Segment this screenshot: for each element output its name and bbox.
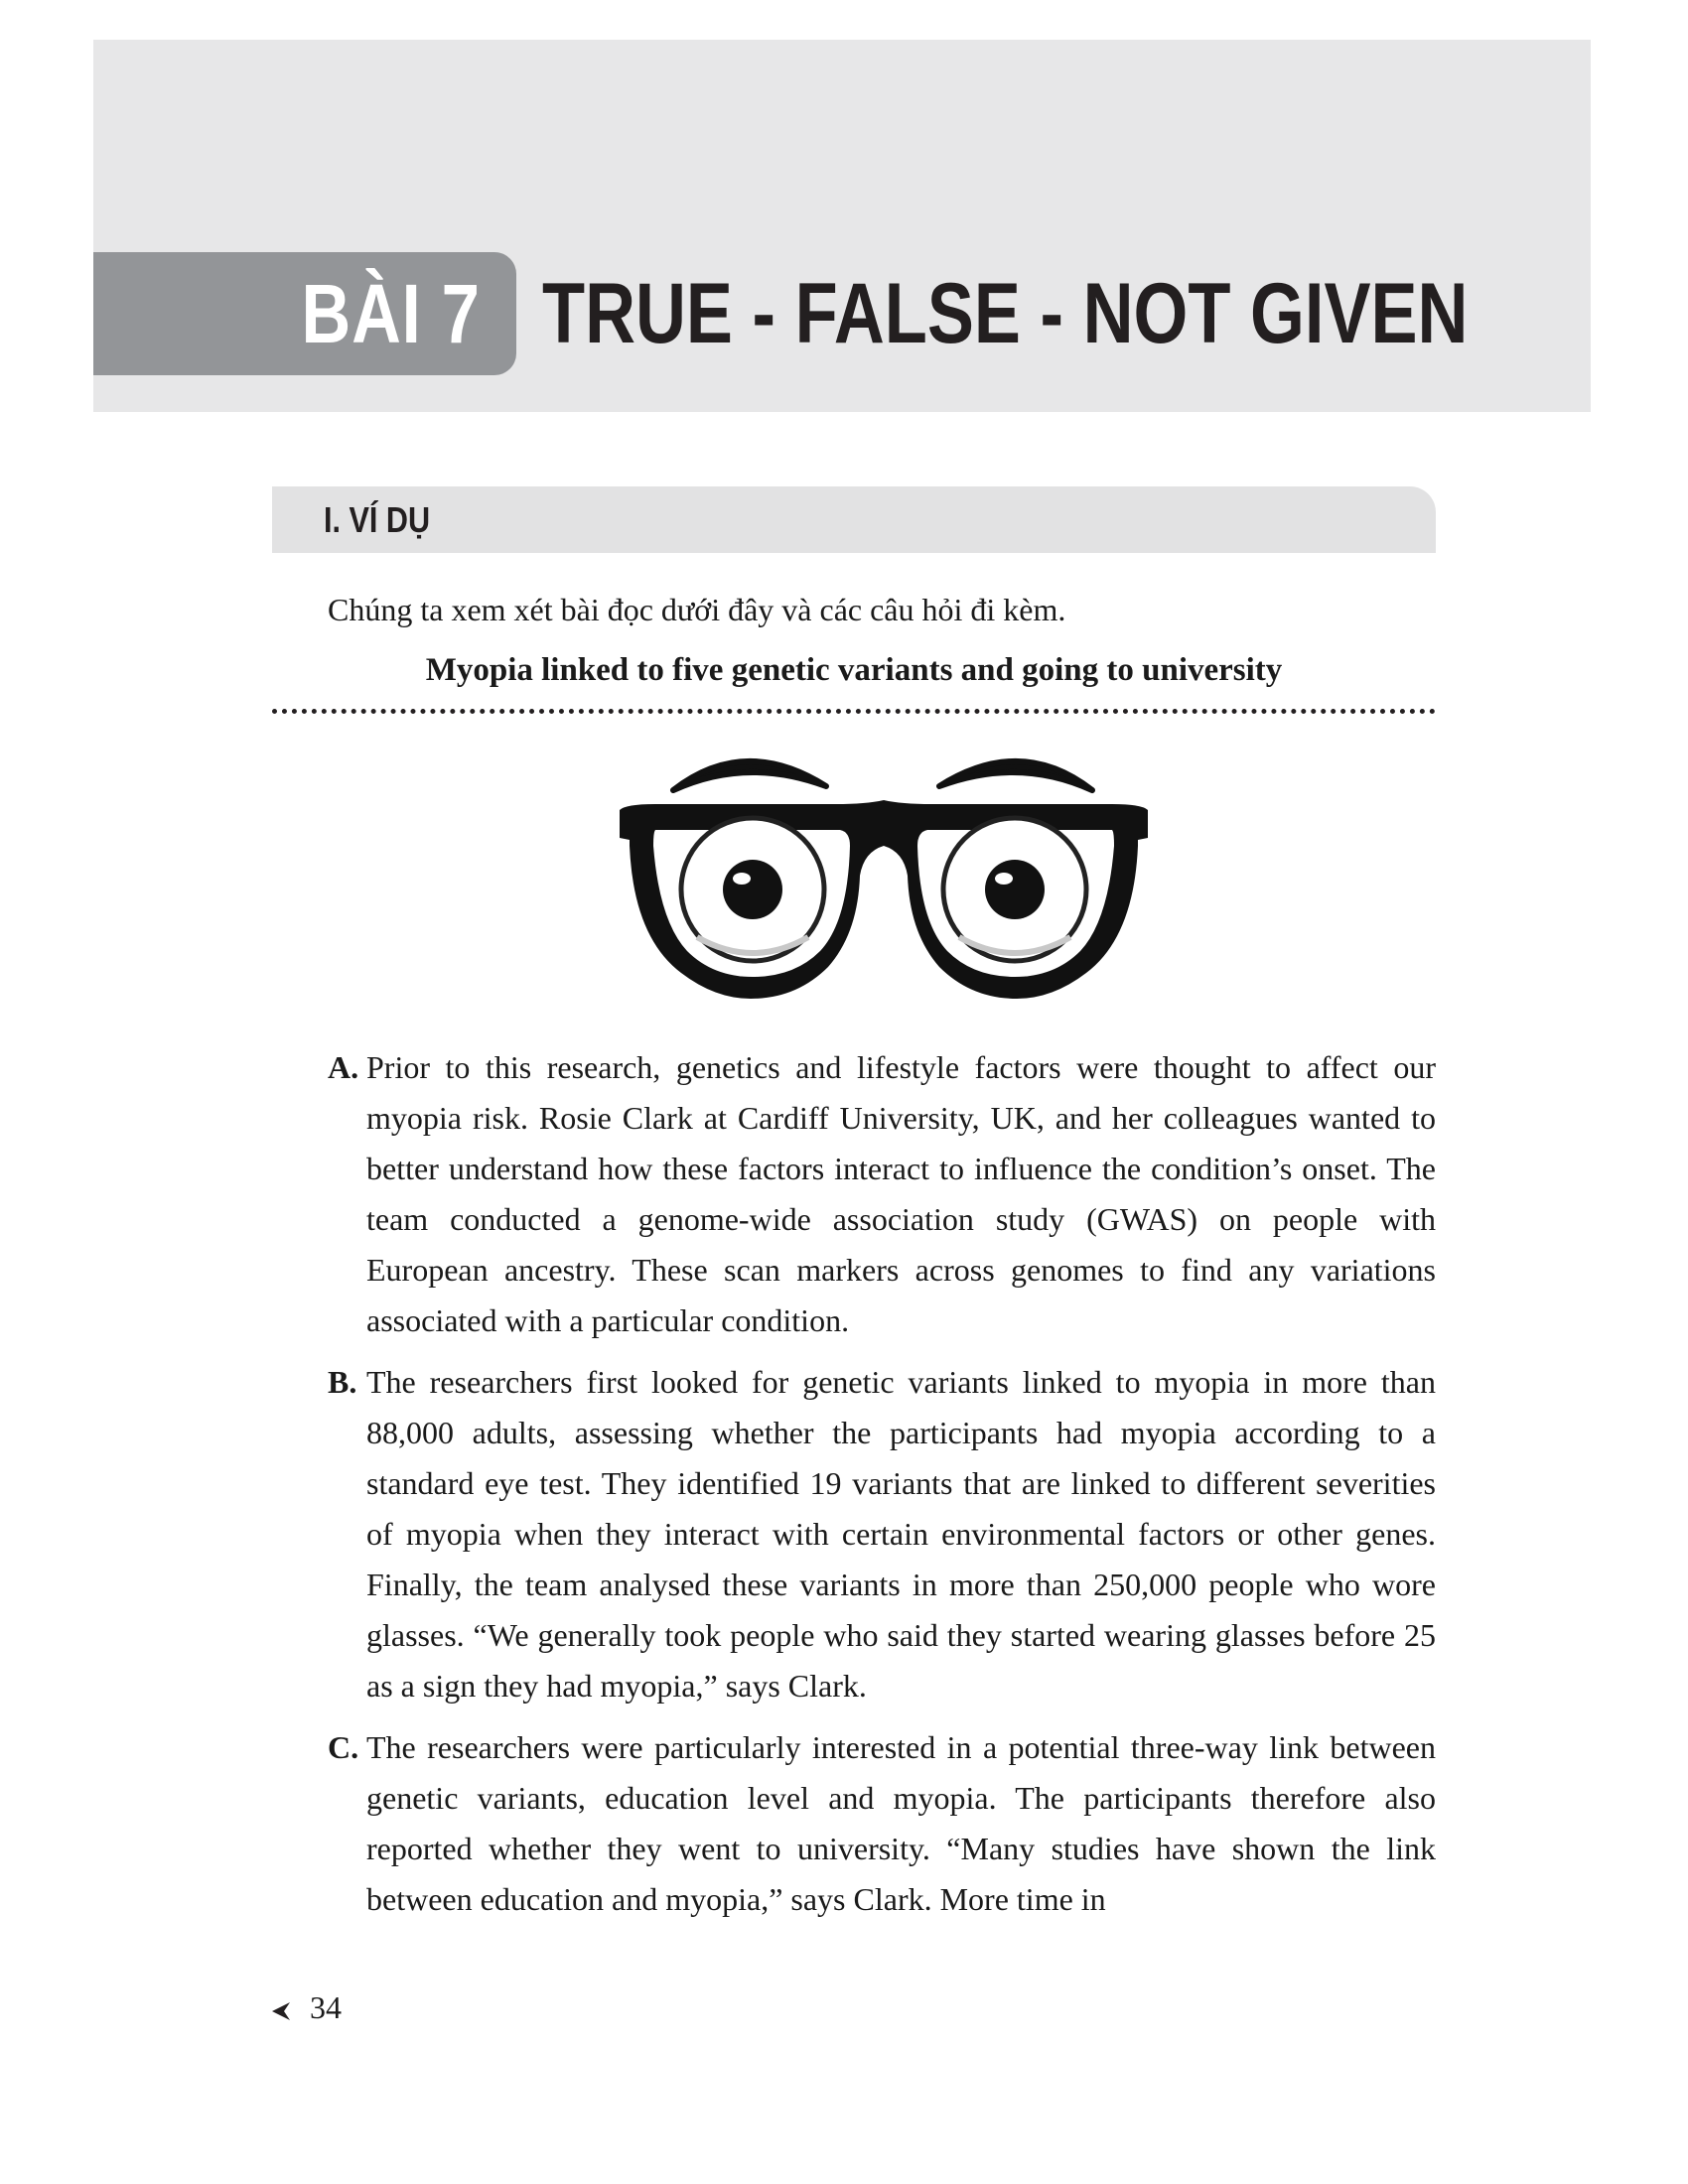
article-title: Myopia linked to five genetic variants and going to university [425,652,1283,688]
dotted-divider [272,709,1436,714]
paragraph-text: The researchers first looked for genetic variants linked to myopia in more than 88,000 adults, assessing whether the participants had myopia according to a standard eye test. They identified 19 variants that are linked to different severities of myopia when they interact with certain environmental factors or other genes. Finally, the team analysed these variants in more than 250,000 people who wore glasses. “We generally took people who said they started wearing glasses before 25 as a sign they had myopia,” says Clark. [366,1364,1436,1704]
section-heading: I. VÍ DỤ [324,499,431,540]
page-number: 34 [310,1989,342,2025]
paragraph-b [328,1357,1436,1711]
section-heading-bar [272,486,1436,553]
paragraph-text: The researchers were particularly interested in a potential three-way link between genetic variants, education level and myopia. The participants therefore also reported whether they went to university. “Many studies have shown the link between education and myopia,” says Clark. More time in [366,1729,1436,1917]
paragraph-letter: C. [328,1729,359,1765]
lesson-number: BÀI 7 [301,267,481,360]
page-footer [270,1985,342,2029]
arrow-left-icon [270,2000,292,2022]
eyeglasses-with-eyes-icon [616,743,1152,1011]
paragraph-letter: A. [328,1049,359,1085]
paragraph-letter: B. [328,1364,357,1400]
lesson-tab [93,252,516,375]
lesson-title: TRUE - FALSE - NOT GIVEN [542,266,1469,361]
paragraph-text: Prior to this research, genetics and lifestyle factors were thought to affect our myopia risk. Rosie Clark at Cardiff University, UK, and her colleagues wanted to better understand how these factors interact to influence the condition’s onset. The team conducted a genome-wide association study (GWAS) on people with European ancestry. These scan markers across genomes to find any variations associated with a particular condition. [366,1049,1436,1338]
intro-text: Chúng ta xem xét bài đọc dưới đây và các câu hỏi đi kèm. [328,592,1066,627]
paragraph-a [328,1042,1436,1346]
paragraph-c [328,1722,1436,1925]
